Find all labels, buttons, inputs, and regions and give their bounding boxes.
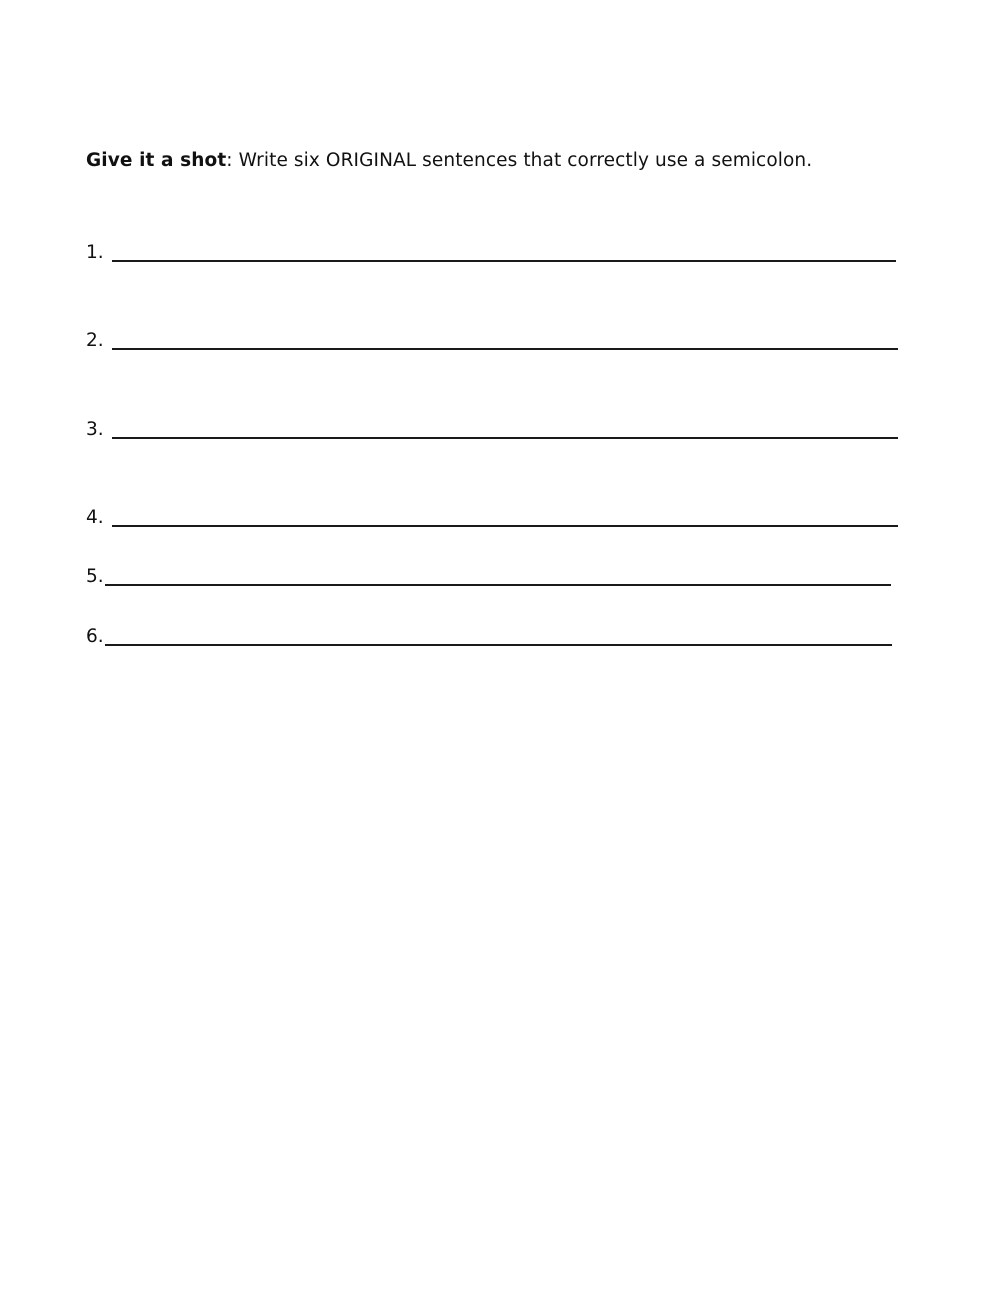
answer-row-6 bbox=[86, 621, 892, 649]
answer-line-6[interactable] bbox=[105, 644, 892, 646]
answer-row-3 bbox=[86, 414, 898, 442]
answer-number-6: 6. bbox=[86, 626, 104, 647]
answer-line-1[interactable] bbox=[112, 260, 896, 262]
answer-line-2[interactable] bbox=[112, 348, 898, 350]
answer-number-1: 1. bbox=[86, 242, 104, 263]
instructions-text: : Write six ORIGINAL sentences that correctly use a semicolon. bbox=[226, 150, 813, 171]
instructions-lead: Give it a shot bbox=[86, 150, 227, 171]
answer-number-2: 2. bbox=[86, 330, 104, 351]
answer-row-1 bbox=[86, 237, 896, 265]
answer-line-4[interactable] bbox=[112, 525, 898, 527]
answer-number-5: 5. bbox=[86, 566, 104, 587]
answer-number-3: 3. bbox=[86, 419, 104, 440]
instructions bbox=[86, 148, 812, 174]
answer-line-5[interactable] bbox=[105, 584, 891, 586]
answer-number-4: 4. bbox=[86, 507, 104, 528]
answer-row-4 bbox=[86, 502, 898, 530]
answer-line-3[interactable] bbox=[112, 437, 898, 439]
answer-row-5 bbox=[86, 561, 891, 589]
answer-row-2 bbox=[86, 325, 898, 353]
